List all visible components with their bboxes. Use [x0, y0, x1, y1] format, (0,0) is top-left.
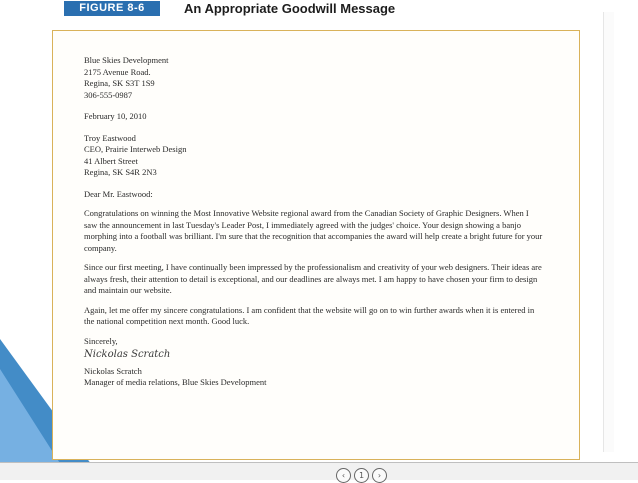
sender-line: 306-555-0987 [84, 89, 133, 100]
body-paragraph: Again, let me offer my sincere congratulations. I am confident that the website will go on to win further awards when it is entered in the national competition next month. Good luck. [84, 304, 535, 326]
closing: Sincerely, [84, 335, 118, 346]
sender-line: 2175 Avenue Road. [84, 66, 151, 77]
circle-icon[interactable]: 1 [354, 468, 369, 483]
nav-controls [336, 465, 390, 483]
sender-line: Blue Skies Development [84, 55, 169, 65]
next-circle-icon[interactable]: › [372, 468, 387, 483]
sender-line: Regina, SK S3T 1S9 [84, 78, 155, 88]
recipient-line: Regina, SK S4R 2N3 [84, 167, 157, 177]
recipient-line: CEO, Prairie Interweb Design [84, 144, 187, 154]
vertical-scrollbar[interactable] [603, 12, 614, 452]
letter-body [84, 55, 544, 389]
figure-header [56, 0, 616, 18]
body-paragraph: Congratulations on winning the Most Innovative Website regional award from the Canadian Society of Graphic Designers. When I saw the announcement in last Tuesday's Leader Post, I immediately agreed with the judges' choice. Your design showing a banjo morphing into a football was brilliant. I'm sure that the recognition that accompanies the award will help create a bright future for your company. [84, 208, 543, 253]
figure-label: FIGURE 8-6 [64, 1, 160, 16]
recipient-line: 41 Albert Street [84, 155, 138, 166]
figure-title: An Appropriate Goodwill Message [184, 1, 396, 16]
body-paragraph: Since our first meeting, I have continually been impressed by the professionalism and creativity of your web designers. Their ideas are always fresh, their attention to detail is exceptional, and our deadlines are always met. I am happy to have chosen your firm to design and maintain our website. [84, 262, 542, 295]
prev-circle-icon[interactable]: ‹ [336, 468, 351, 483]
signer-title: Manager of media relations, Blue Skies Development [84, 377, 267, 387]
salutation: Dear Mr. Eastwood: [84, 188, 153, 199]
handwritten-signature: Nickolas Scratch [84, 349, 171, 360]
viewer-toolbar [0, 462, 638, 480]
letter-date: February 10, 2010 [84, 111, 147, 121]
recipient-address [84, 133, 544, 179]
recipient-line: Troy Eastwood [84, 132, 136, 143]
signer-name: Nickolas Scratch [84, 365, 142, 376]
sender-address [84, 55, 544, 101]
